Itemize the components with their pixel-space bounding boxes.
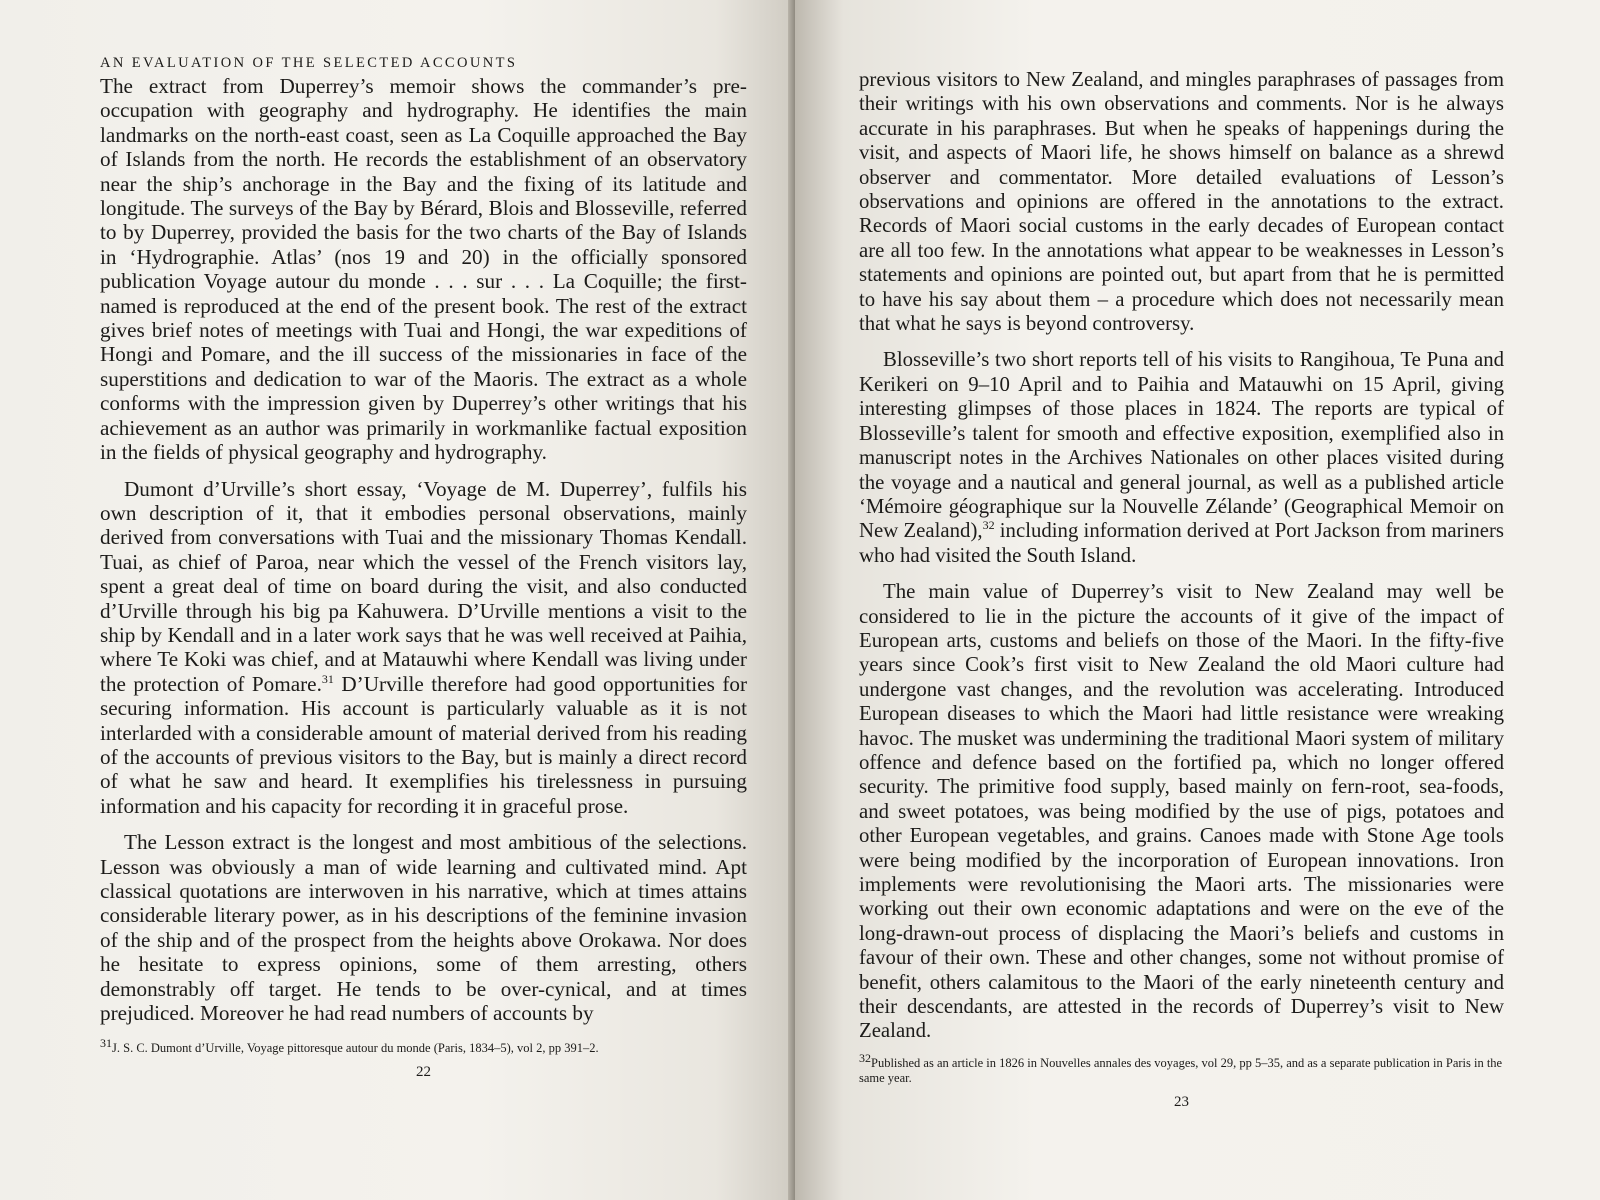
page-number-left: 22 xyxy=(416,1064,431,1081)
footnote-marker-32: 32 xyxy=(982,518,995,533)
right-page xyxy=(795,0,1600,1200)
paragraph-durville-continued: D’Urville therefore had good opportunities for securing information. His account is particularly valuable as it is not interlarded with a considerable amount of material derived from his reading of the accounts of previous visitors to the Bay, but is mainly a direct record of what he saw and heard. It exemplifies his tirelessness in pursuing information and his capacity for recording it in graceful prose. xyxy=(100,671,748,818)
footnote-31 xyxy=(100,1036,747,1056)
paragraph-blosseville-text: Blosseville’s two short reports tell of his visits to Rangihoua, Te Puna and Kerikeri on 9–10 April and to Paihia and Matauwhi on 15 April, giving interesting glimpses of those places in 1824. The reports are typical of Blosseville’s talent for smooth and effective exposition, exemplified also in manuscript notes in the Archives Nationales on other places visited during the voyage and a nautical and general journal, as well as a published article ‘Mémoire géographique sur la Nouvelle Zélande’ (Geographical Memoir on New Zealand), xyxy=(859,348,1504,543)
left-page xyxy=(0,0,795,1200)
paragraph-blosseville-continued: including information derived at Port Jackson from mariners who had visited the South Island. xyxy=(859,519,1504,567)
paragraph-durville-text: Dumont d’Urville’s short essay, ‘Voyage de M. Duperrey’, fulfils his own description of it, that it embodies personal observations, mainly derived from conversations with Tuai and the missionary Thomas Kendall. Tuai, as chief of Paroa, near which the vessel of the French visitors lay, spent a great deal of time on board during the visit, and also conducted d’Urville through his big pa Kahuwera. D’Urville mentions a visit to the ship by Kendall and in a later work says that he was well received at Paihia, where Te Koki was chief, and at Matauwhi where Kendall was living under the protection of Pomare. xyxy=(100,476,747,696)
page-number-right: 23 xyxy=(1174,1093,1189,1110)
paragraph-lesson: The Lesson extract is the longest and most ambitious of the selections. Lesson was obviously a man of wide learning and cultivated mind. Apt classical quotations are interwoven in his narrative, which at times attains considerable literary power, as in his descriptions of the feminine invasion of the ship and of the prospect from the heights above Orokawa. Nor does he hesitate to express opinions, some of them arresting, others demonstrably off target. He tends to be over-cynical, and at times prejudiced. Moreover he had read numbers of accounts by xyxy=(100,830,747,1026)
paragraph-main-value: The main value of Duperrey’s visit to New Zealand may well be considered to lie in the picture the accounts of it give of the impact of European arts, customs and beliefs on those of the Maori. In the fifty-five years since Cook’s first visit to New Zealand the old Maori culture had undergone vast changes, and the revolution was accelerating. Introduced European diseases to which the Maori had little resistance were wreaking havoc. The musket was undermining the traditional Maori system of military offence and defence based on the fortified pa, which no longer offered security. The primitive food supply, based mainly on fern-root, sea-foods, and sweet potatoes, was being modified by the use of pigs, potatoes and other European vegetables, and grains. Canoes made with Stone Age tools were being modified by the incorporation of European innovations. Iron implements were revolutionising the Maori arts. The missionaries were working out their own economic adaptations and were on the eve of the long-drawn-out process of displacing the Maori’s beliefs and customs in favour of their own. These and other changes, some not without promise of benefit, others calamitous to the Maori of the early nineteenth century and their descendants, are attested in the records of Duperrey’s visit to New Zealand. xyxy=(859,580,1504,1043)
footnote-32 xyxy=(859,1050,1504,1086)
paragraph-blosseville xyxy=(859,348,1504,568)
footnote-number: 32 xyxy=(859,1050,871,1065)
footnote-text: J. S. C. Dumont d’Urville, Voyage pittoresque autour du monde (Paris, 1834–5), vol 2, pp 391–2. xyxy=(112,1041,599,1056)
paragraph-lesson-continued: previous visitors to New Zealand, and mingles paraphrases of passages from their writings with his own observations and comments. Nor is he always accurate in his paraphrases. But when he speaks of happenings during the visit, and aspects of Maori life, he shows himself on balance as a shrewd observer and commentator. More detailed evaluations of Lesson’s observations and opinions are offered in the annotations to the extract. Records of Maori social customs in the early decades of European contact are all too few. In the annotations what appear to be weaknesses in Lesson’s statements and opinions are pointed out, but apart from that he is permitted to have his say about them – a procedure which does not necessarily mean that what he says is beyond controversy. xyxy=(859,68,1504,336)
footnote-marker-31: 31 xyxy=(321,671,334,686)
paragraph-duperrey: The extract from Duperrey’s memoir shows the commander’s pre-occupation with geography and hydrography. He identifies the main landmarks on the north-east coast, seen as La Coquille approached the Bay of Islands from the north. He records the establishment of an observatory near the ship’s anchorage in the Bay and the fixing of its latitude and longitude. The surveys of the Bay by Bérard, Blois and Blosseville, referred to by Duperrey, provided the basis for the two charts of the Bay of Islands in ‘Hydrographie. Atlas’ (nos 19 and 20) in the officially sponsored publication Voyage autour du monde . . . sur . . . La Coquille; the first-named is reproduced at the end of the present book. The rest of the extract gives brief notes of meetings with Tuai and Hongi, the war expeditions of Hongi and Pomare, and the ill success of the missionaries in face of the superstitions and dedication to war of the Maoris. The extract as a whole conforms with the impression given by Duperrey’s other writings that his achievement as an author was primarily in workmanlike factual exposition in the fields of physical geography and hydrography. xyxy=(100,74,747,465)
footnote-number: 31 xyxy=(100,1036,112,1051)
paragraph-durville xyxy=(100,477,747,819)
footnote-text: Published as an article in 1826 in Nouvelles annales des voyages, vol 29, pp 5–35, and as a separate publication in Paris in the same year. xyxy=(859,1055,1503,1085)
running-head: AN EVALUATION OF THE SELECTED ACCOUNTS xyxy=(100,55,518,71)
